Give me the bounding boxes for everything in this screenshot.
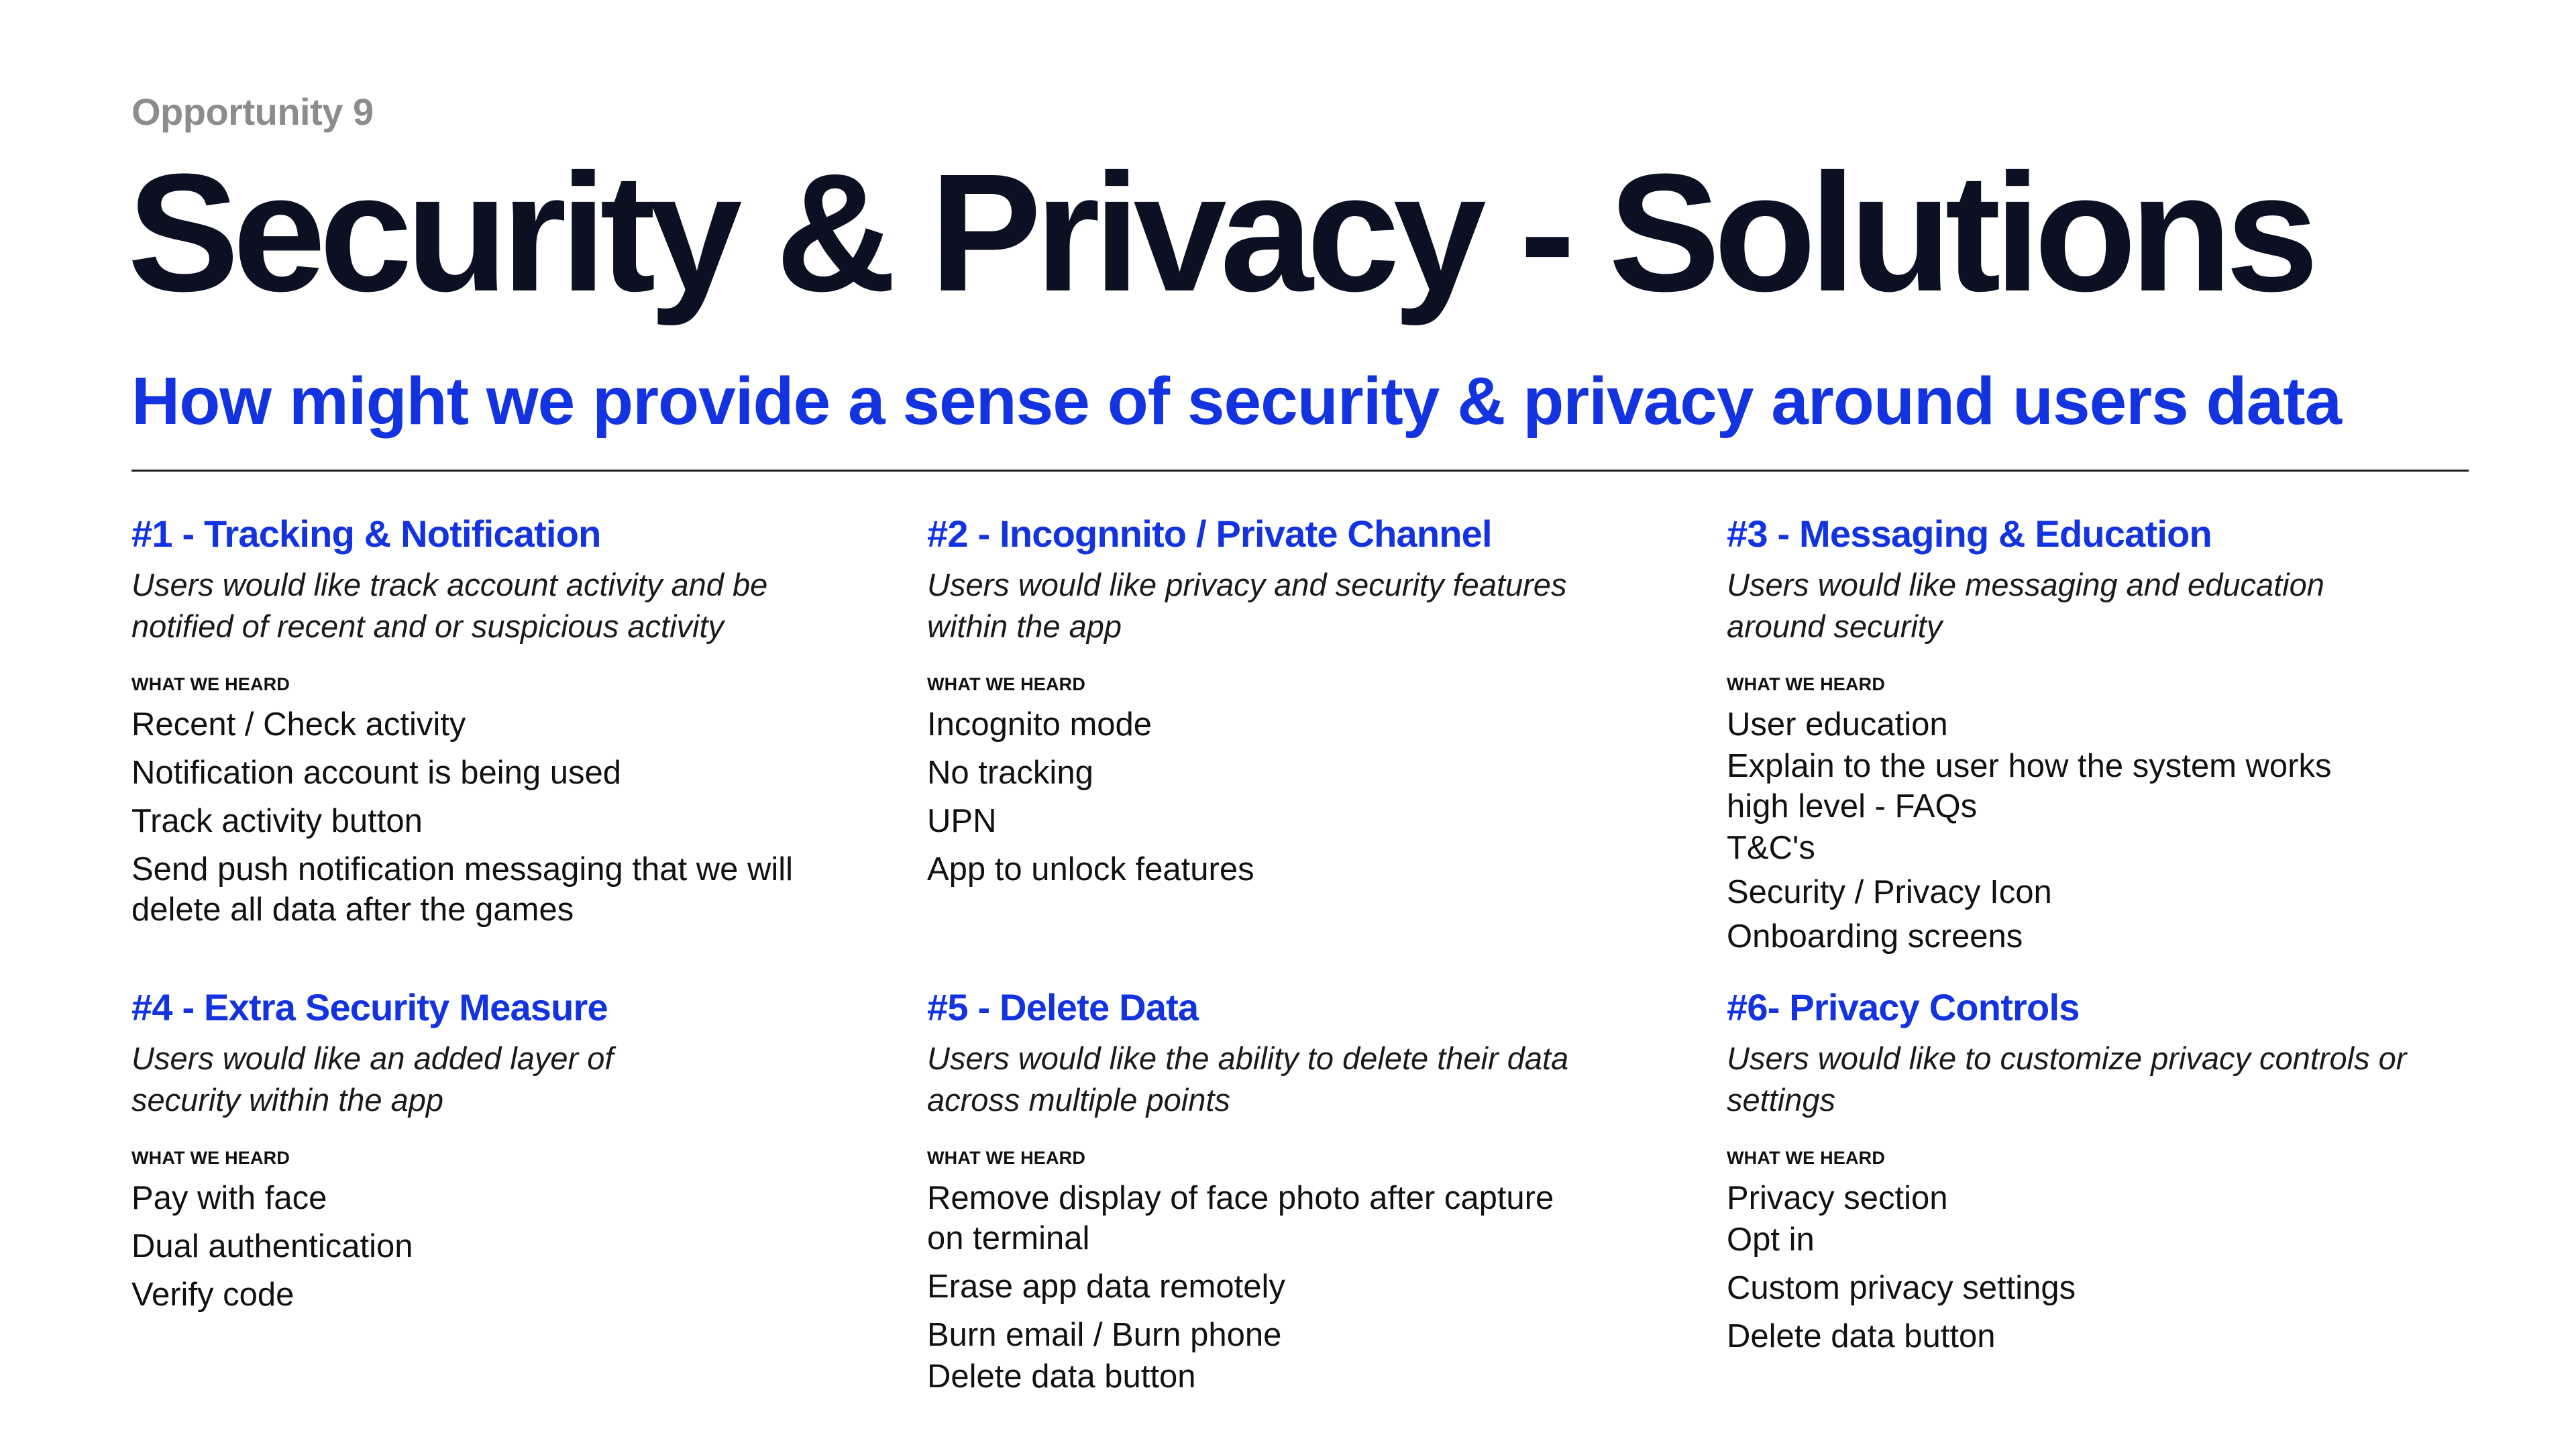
card-description: Users would like to customize privacy controls or settings bbox=[1727, 1040, 2407, 1118]
card-description: Users would like track account activity and be notified of recent and or suspicious activity bbox=[131, 567, 768, 645]
card-description: Users would like the ability to delete their data across multiple points bbox=[927, 1040, 1569, 1118]
solution-card-tracking bbox=[131, 511, 822, 938]
list-item: Pay with face bbox=[131, 1180, 327, 1217]
what-we-heard-label: WHAT WE HEARD bbox=[131, 674, 290, 695]
card-heading: #2 - Incognnito / Private Channel bbox=[927, 513, 1492, 555]
heard-list bbox=[927, 1178, 1611, 1397]
list-item: No tracking bbox=[927, 755, 1093, 792]
what-we-heard-label: WHAT WE HEARD bbox=[131, 1148, 290, 1169]
card-heading: #6- Privacy Controls bbox=[1727, 986, 2080, 1028]
solution-card-delete-data bbox=[927, 985, 1611, 1405]
what-we-heard-label: WHAT WE HEARD bbox=[1727, 1148, 1886, 1169]
card-heading: #4 - Extra Security Measure bbox=[131, 986, 608, 1028]
list-item: Incognito mode bbox=[927, 706, 1152, 743]
card-heading: #1 - Tracking & Notification bbox=[131, 513, 601, 555]
list-item: UPN bbox=[927, 803, 997, 840]
list-item: Delete data button bbox=[927, 1358, 1196, 1395]
solution-card-extra-security bbox=[131, 985, 822, 1323]
heard-list bbox=[131, 1178, 822, 1315]
list-item: Erase app data remotely bbox=[927, 1269, 1285, 1305]
list-item: Burn email / Burn phone bbox=[927, 1317, 1282, 1354]
what-we-heard-label: WHAT WE HEARD bbox=[927, 1148, 1086, 1169]
list-item: Delete data button bbox=[1727, 1318, 1996, 1355]
eyebrow-label: Opportunity 9 bbox=[131, 91, 374, 133]
solution-card-incognito bbox=[927, 511, 1611, 898]
list-item: Custom privacy settings bbox=[1727, 1270, 2076, 1307]
card-description: Users would like an added layer of security within the app bbox=[131, 1040, 614, 1118]
list-item: Send push notification messaging that we will delete all data after the games bbox=[131, 851, 794, 928]
heard-list bbox=[1727, 704, 2398, 957]
page-subtitle: How might we provide a sense of security & privacy around users data bbox=[131, 364, 2342, 439]
heard-list bbox=[131, 704, 822, 930]
solution-card-privacy-controls bbox=[1727, 985, 2438, 1364]
what-we-heard-label: WHAT WE HEARD bbox=[1727, 674, 1886, 695]
list-item: Notification account is being used bbox=[131, 755, 621, 792]
list-item: Track activity button bbox=[131, 803, 423, 840]
card-description: Users would like privacy and security features within the app bbox=[927, 567, 1567, 645]
list-item: App to unlock features bbox=[927, 851, 1254, 888]
list-item: Recent / Check activity bbox=[131, 706, 466, 743]
list-item: Privacy section bbox=[1727, 1180, 1948, 1217]
list-item: Explain to the user how the system works high level - FAQs bbox=[1727, 748, 2332, 825]
list-item: T&C's bbox=[1727, 830, 1815, 867]
list-item: Dual authentication bbox=[131, 1228, 413, 1265]
card-description: Users would like messaging and education around security bbox=[1727, 567, 2324, 645]
list-item: User education bbox=[1727, 706, 1948, 743]
card-heading: #5 - Delete Data bbox=[927, 986, 1199, 1028]
what-we-heard-label: WHAT WE HEARD bbox=[927, 674, 1086, 695]
list-item: Opt in bbox=[1727, 1222, 1815, 1258]
list-item: Remove display of face photo after capture on terminal bbox=[927, 1180, 1554, 1257]
solution-card-messaging bbox=[1727, 511, 2398, 965]
list-item: Security / Privacy Icon bbox=[1727, 874, 2052, 911]
card-heading: #3 - Messaging & Education bbox=[1727, 513, 2212, 555]
list-item: Onboarding screens bbox=[1727, 918, 2023, 955]
list-item: Verify code bbox=[131, 1277, 294, 1313]
page-title: Security & Privacy - Solutions bbox=[127, 139, 2312, 326]
heard-list bbox=[1727, 1178, 2438, 1356]
heard-list bbox=[927, 704, 1611, 890]
divider-rule bbox=[131, 470, 2469, 472]
